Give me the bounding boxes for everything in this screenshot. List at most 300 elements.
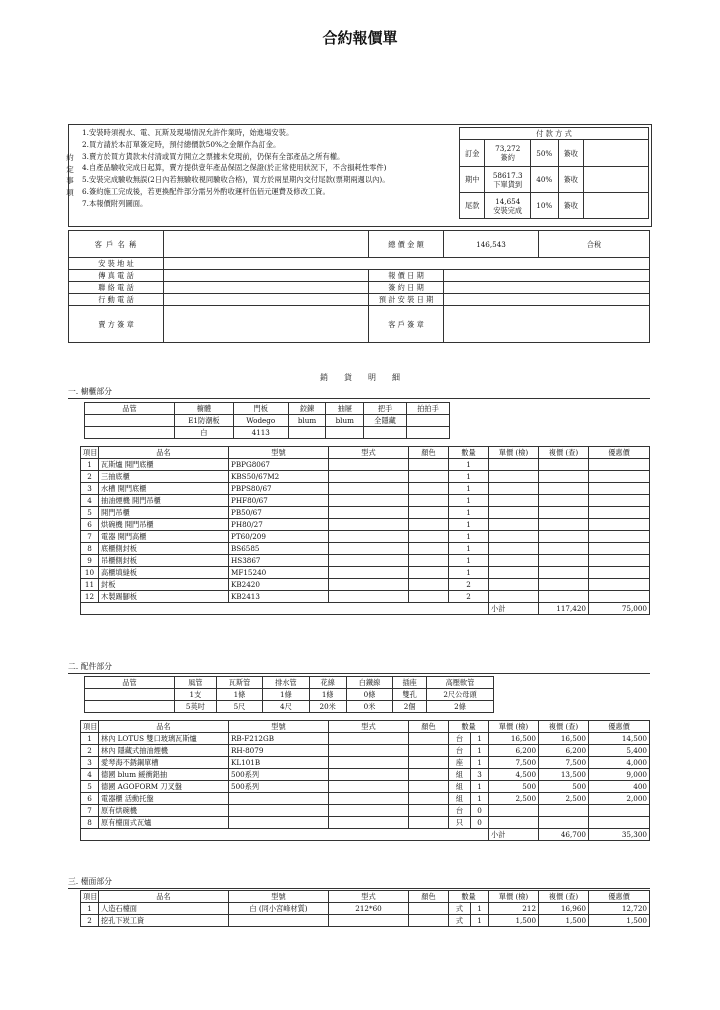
section-2-items-table — [80, 720, 650, 841]
table-cell — [489, 459, 539, 471]
spec-cell: 2尺公母頭 — [427, 689, 494, 701]
table-cell: 2 — [81, 915, 99, 927]
terms-side-label — [64, 152, 76, 198]
table-cell — [539, 471, 589, 483]
table-cell — [409, 745, 449, 757]
payment-sign-blank — [584, 193, 649, 219]
table-cell: 12 — [81, 591, 99, 603]
payment-header: 付 款 方 式 — [460, 128, 649, 140]
terms-label-char: 約 — [66, 153, 74, 162]
term-item: 3.賣方於買方貨款未付清或買方開立之票據未兌現前，仍保有全部產品之所有權。 — [82, 151, 345, 161]
table-cell: 林內 LOTUS 雙口玻璃瓦斯爐 — [99, 733, 229, 745]
customer-name-value — [164, 231, 369, 258]
install-date-value — [444, 294, 650, 306]
table-cell — [539, 495, 589, 507]
table-cell: 1 — [449, 555, 489, 567]
table-cell — [539, 817, 589, 829]
spec-cell: 0條 — [346, 689, 392, 701]
table-cell — [409, 817, 449, 829]
spec-cell: 4尺 — [263, 701, 309, 713]
table-cell — [229, 805, 329, 817]
section-3-items-table — [80, 890, 650, 927]
table-cell — [489, 579, 539, 591]
subtotal-label: 小計 — [489, 829, 539, 841]
table-cell: 1 — [471, 903, 489, 915]
table-cell — [329, 757, 409, 769]
table-cell — [329, 555, 409, 567]
payment-sign-blank — [584, 140, 649, 167]
table-cell: 林內 隱藏式抽油煙機 — [99, 745, 229, 757]
table-cell — [589, 543, 650, 555]
table-cell — [489, 471, 539, 483]
subtotal-blank — [81, 829, 489, 841]
install-date-label: 預 計 安 裝 日 期 — [369, 294, 444, 306]
table-row — [81, 733, 650, 745]
table-cell — [589, 805, 650, 817]
col-header: 單價 (檢) — [489, 447, 539, 459]
table-cell — [539, 519, 589, 531]
table-cell: 1 — [471, 915, 489, 927]
section-divider — [68, 398, 650, 399]
term-item: 7.本報價附列圖面。 — [82, 198, 148, 208]
spec-cell: 5英吋 — [175, 701, 217, 713]
table-cell — [589, 591, 650, 603]
col-header: 項目 — [81, 721, 99, 733]
total-label: 總 價 金 額 — [369, 231, 444, 258]
table-cell: 吊櫃側封板 — [99, 555, 229, 567]
table-cell: 4,000 — [589, 757, 650, 769]
spec-cell — [85, 415, 175, 427]
table-cell: 座 — [449, 757, 471, 769]
table-cell — [409, 471, 449, 483]
table-cell — [489, 805, 539, 817]
table-cell — [409, 903, 449, 915]
payment-amount-value: 58617.3 — [492, 170, 523, 180]
table-cell — [329, 805, 409, 817]
table-cell: 5 — [81, 507, 99, 519]
payment-pct: 50% — [531, 140, 559, 167]
spec-head: 白鐵線 — [346, 677, 392, 689]
table-cell — [589, 459, 650, 471]
col-header: 顏色 — [409, 447, 449, 459]
table-cell: 台 — [449, 745, 471, 757]
table-cell: 212 — [489, 903, 539, 915]
payment-note: 安裝完成 — [493, 205, 523, 215]
table-row — [81, 781, 650, 793]
subtotal-blank — [81, 603, 489, 615]
col-header: 優惠價 — [589, 447, 650, 459]
payment-pct: 40% — [531, 167, 559, 193]
table-cell: 1 — [81, 459, 99, 471]
table-cell — [329, 495, 409, 507]
table-cell: RH-8079 — [229, 745, 329, 757]
table-cell — [329, 471, 409, 483]
table-cell: HS3867 — [229, 555, 329, 567]
table-cell — [409, 543, 449, 555]
col-header: 顏色 — [409, 721, 449, 733]
seller-sign-label: 賣 方 簽 章 — [69, 306, 164, 343]
contact-value — [164, 282, 369, 294]
payment-sign: 簽收 — [558, 193, 583, 219]
payment-sign-blank — [584, 167, 649, 193]
table-cell: 7 — [81, 531, 99, 543]
spec-head: 花線 — [309, 677, 346, 689]
table-cell: 組 — [449, 781, 471, 793]
table-cell: 3 — [471, 769, 489, 781]
subtotal-discount: 35,300 — [589, 829, 650, 841]
table-cell — [409, 507, 449, 519]
total-value: 146,543 — [444, 231, 539, 258]
table-cell: 電器 開門高櫃 — [99, 531, 229, 543]
customer-name-label: 客 戶 名 稱 — [69, 231, 164, 258]
payment-note: 下單貨到 — [493, 179, 523, 189]
table-cell: 人造石檯面 — [99, 903, 229, 915]
table-cell: 1,500 — [539, 915, 589, 927]
table-cell: 1 — [471, 757, 489, 769]
table-cell: 1 — [449, 531, 489, 543]
spec-cell — [85, 427, 175, 439]
table-cell — [329, 483, 409, 495]
table-cell: 7 — [81, 805, 99, 817]
table-cell: 4 — [81, 495, 99, 507]
table-cell — [409, 579, 449, 591]
table-cell: 1 — [449, 519, 489, 531]
table-cell: 2 — [81, 471, 99, 483]
table-cell: PT60/209 — [229, 531, 329, 543]
spec-head: 品管 — [85, 677, 175, 689]
table-cell: 4 — [81, 769, 99, 781]
table-cell: 1 — [471, 793, 489, 805]
client-sign-label: 客 戶 簽 章 — [369, 306, 444, 343]
table-cell: 8 — [81, 543, 99, 555]
table-row — [81, 471, 650, 483]
col-header: 項目 — [81, 891, 99, 903]
section-3-title: 三. 檯面部分 — [68, 877, 112, 886]
mobile-label: 行 動 電 話 — [69, 294, 164, 306]
table-cell: 500 — [489, 781, 539, 793]
table-cell: 底櫃側封板 — [99, 543, 229, 555]
table-cell — [539, 591, 589, 603]
section-2-title: 二. 配件部分 — [68, 662, 112, 671]
table-cell: 組 — [449, 769, 471, 781]
detail-title: 銷 貨 明 細 — [320, 373, 400, 382]
table-cell: 德國 blum 緩衝鋁抽 — [99, 769, 229, 781]
spec-cell: 全隱藏 — [364, 415, 407, 427]
table-cell: 瓦斯爐 開門底櫃 — [99, 459, 229, 471]
section-1-items-table — [80, 446, 650, 615]
table-cell: 木製踢腳板 — [99, 591, 229, 603]
table-cell: 2 — [449, 579, 489, 591]
table-cell: 9,000 — [589, 769, 650, 781]
spec-cell: 白 — [175, 427, 234, 439]
address-label: 安 裝 地 址 — [69, 258, 164, 270]
table-cell: PH80/27 — [229, 519, 329, 531]
table-cell — [409, 915, 449, 927]
fax-value — [164, 270, 369, 282]
table-row — [81, 459, 650, 471]
spec-cell — [85, 689, 175, 701]
table-cell: 烘碗機 開門吊櫃 — [99, 519, 229, 531]
table-row — [81, 567, 650, 579]
table-cell — [409, 495, 449, 507]
table-cell — [539, 543, 589, 555]
table-cell: 抽油煙機 開門吊櫃 — [99, 495, 229, 507]
col-header: 型號 — [229, 721, 329, 733]
table-cell — [489, 567, 539, 579]
table-cell — [329, 519, 409, 531]
table-cell: 1 — [81, 733, 99, 745]
table-cell: 0 — [471, 805, 489, 817]
spec-cell: 雙孔 — [393, 689, 427, 701]
table-cell: PB50/67 — [229, 507, 329, 519]
table-cell: 1 — [449, 567, 489, 579]
spec-cell — [364, 427, 407, 439]
subtotal-value: 117,420 — [539, 603, 589, 615]
spec-cell — [85, 701, 175, 713]
mobile-value — [164, 294, 369, 306]
table-cell — [489, 555, 539, 567]
table-cell — [329, 793, 409, 805]
section-divider — [68, 673, 650, 674]
table-row — [81, 507, 650, 519]
table-cell: 2,500 — [489, 793, 539, 805]
spec-cell: 1條 — [263, 689, 309, 701]
col-header: 單價 (檢) — [489, 721, 539, 733]
col-header: 單價 (檢) — [489, 891, 539, 903]
table-cell: KL101B — [229, 757, 329, 769]
table-row — [81, 769, 650, 781]
table-row — [81, 903, 650, 915]
table-cell — [329, 567, 409, 579]
table-cell — [489, 519, 539, 531]
table-cell: 1 — [449, 495, 489, 507]
table-cell: 封板 — [99, 579, 229, 591]
table-cell: 2,500 — [539, 793, 589, 805]
table-cell — [229, 793, 329, 805]
table-cell — [329, 459, 409, 471]
col-header: 型式 — [329, 447, 409, 459]
spec-cell: 5尺 — [216, 701, 262, 713]
table-cell — [589, 555, 650, 567]
col-header: 型式 — [329, 721, 409, 733]
term-item: 5.安裝完成驗收無誤(2日內若無驗收視同驗收合格)，買方於兩星期內交付尾款(票期兩週以內)。 — [82, 175, 390, 185]
table-cell — [489, 483, 539, 495]
table-cell: 0 — [471, 817, 489, 829]
table-cell — [489, 507, 539, 519]
table-cell: BS6585 — [229, 543, 329, 555]
table-cell: 1 — [449, 507, 489, 519]
table-cell: 台 — [449, 805, 471, 817]
table-cell — [409, 483, 449, 495]
table-cell: KBS50/67M2 — [229, 471, 329, 483]
table-cell: 6 — [81, 519, 99, 531]
table-cell: 原有檯面式瓦爐 — [99, 817, 229, 829]
col-header: 型號 — [229, 891, 329, 903]
payment-label: 訂金 — [460, 140, 485, 167]
term-item: 2.買方請於本訂單簽定時，預付總價款50%之金額作為訂金。 — [82, 139, 281, 149]
payment-label: 期中 — [460, 167, 485, 193]
spec-cell: Wodego — [233, 415, 288, 427]
table-cell: 13,500 — [539, 769, 589, 781]
contact-label: 聯 絡 電 話 — [69, 282, 164, 294]
section-2-spec-table — [84, 676, 494, 713]
table-cell: 高櫃填縫板 — [99, 567, 229, 579]
payment-sign: 簽收 — [558, 140, 583, 167]
table-cell: 2 — [81, 745, 99, 757]
spec-head: 門板 — [233, 403, 288, 415]
table-cell: 16,960 — [539, 903, 589, 915]
table-cell — [409, 459, 449, 471]
table-cell — [539, 579, 589, 591]
terms-list — [82, 127, 452, 210]
subtotal-label: 小計 — [489, 603, 539, 615]
table-cell: 7,500 — [489, 757, 539, 769]
table-cell — [329, 769, 409, 781]
table-cell: 5 — [81, 781, 99, 793]
table-cell — [539, 567, 589, 579]
table-cell — [329, 507, 409, 519]
table-cell: 1 — [471, 745, 489, 757]
table-cell: 500系列 — [229, 769, 329, 781]
section-1-title: 一. 櫥櫃部分 — [68, 387, 112, 396]
table-cell — [539, 507, 589, 519]
table-cell — [329, 733, 409, 745]
table-cell — [329, 543, 409, 555]
table-cell — [409, 769, 449, 781]
table-cell: 14,500 — [589, 733, 650, 745]
table-cell — [539, 555, 589, 567]
col-header: 優惠價 — [589, 721, 650, 733]
spec-cell: 0米 — [346, 701, 392, 713]
table-cell — [409, 733, 449, 745]
table-cell: 1 — [449, 543, 489, 555]
table-cell: 10 — [81, 567, 99, 579]
table-cell — [409, 793, 449, 805]
table-row — [81, 817, 650, 829]
spec-head: 瓦斯管 — [216, 677, 262, 689]
table-cell: 6,200 — [539, 745, 589, 757]
spec-head: 鉸鍊 — [288, 403, 326, 415]
table-row — [81, 519, 650, 531]
table-cell — [489, 495, 539, 507]
table-cell: 16,500 — [489, 733, 539, 745]
table-cell — [539, 459, 589, 471]
table-cell — [489, 543, 539, 555]
table-row — [81, 805, 650, 817]
table-cell: 9 — [81, 555, 99, 567]
table-cell — [589, 507, 650, 519]
spec-head: 高壓軟管 — [427, 677, 494, 689]
payment-pct: 10% — [531, 193, 559, 219]
table-cell: KB2413 — [229, 591, 329, 603]
col-header: 項目 — [81, 447, 99, 459]
table-cell: 6,200 — [489, 745, 539, 757]
table-cell: 1,500 — [589, 915, 650, 927]
table-cell — [329, 579, 409, 591]
table-cell: 1,500 — [489, 915, 539, 927]
payment-sign: 簽收 — [558, 167, 583, 193]
table-cell: PBPG8067 — [229, 459, 329, 471]
table-cell — [409, 757, 449, 769]
table-cell — [539, 531, 589, 543]
spec-head: 品管 — [85, 403, 175, 415]
table-cell: 2,000 — [589, 793, 650, 805]
table-cell: 挖孔下崁工資 — [99, 915, 229, 927]
col-header: 複價 (查) — [539, 447, 589, 459]
table-cell: 1 — [449, 483, 489, 495]
fax-label: 傳 真 電 話 — [69, 270, 164, 282]
table-cell: 3 — [81, 483, 99, 495]
terms-label-char: 項 — [66, 187, 74, 197]
table-cell: 白 (同小宮峰材質) — [229, 903, 329, 915]
table-cell — [589, 519, 650, 531]
table-row — [81, 915, 650, 927]
col-header: 顏色 — [409, 891, 449, 903]
spec-head: 插座 — [393, 677, 427, 689]
table-row — [81, 531, 650, 543]
spec-cell: 1條 — [309, 689, 346, 701]
spec-cell: E1防潮板 — [175, 415, 234, 427]
table-cell: 7,500 — [539, 757, 589, 769]
seller-sign-value — [164, 306, 369, 343]
table-row — [81, 579, 650, 591]
payment-note: 簽約 — [500, 153, 515, 162]
col-header: 數量 — [449, 891, 489, 903]
table-cell: 台 — [449, 733, 471, 745]
table-cell — [409, 781, 449, 793]
table-cell: 1 — [81, 903, 99, 915]
term-item: 1.安裝時須視水、電、瓦斯及現場情況允許作業時，始進場安裝。 — [82, 128, 294, 137]
spec-cell — [407, 415, 450, 427]
table-cell — [589, 471, 650, 483]
table-cell — [229, 817, 329, 829]
table-cell — [329, 817, 409, 829]
table-cell: 水槽 開門底櫃 — [99, 483, 229, 495]
table-cell — [329, 591, 409, 603]
table-cell: PHF80/67 — [229, 495, 329, 507]
spec-cell — [288, 427, 326, 439]
table-cell: 11 — [81, 579, 99, 591]
table-row — [81, 591, 650, 603]
table-cell — [409, 567, 449, 579]
table-cell: 8 — [81, 817, 99, 829]
term-item: 6.簽約施工完成後，若更換配件部分需另外酌收運杆伍佰元運費及修改工資。 — [82, 186, 330, 196]
col-header: 數量 — [449, 447, 489, 459]
table-cell: 愛琴海不銹鋼單槽 — [99, 757, 229, 769]
table-cell: 4,500 — [489, 769, 539, 781]
table-cell: 1 — [449, 471, 489, 483]
payment-table — [459, 127, 649, 219]
terms-label-char: 事 — [66, 176, 74, 185]
spec-cell: 1支 — [175, 689, 217, 701]
table-cell: 500 — [539, 781, 589, 793]
payment-amount — [485, 140, 531, 167]
info-table — [68, 230, 650, 343]
table-cell: 2 — [449, 591, 489, 603]
table-cell — [409, 519, 449, 531]
term-item: 4.自產品驗收完成日起算，賣方提供壹年產品保固之保證(於正常使用狀況下，不含損耗性零件) — [82, 163, 387, 173]
spec-head: 櫥體 — [175, 403, 234, 415]
table-cell: 3 — [81, 757, 99, 769]
spec-cell: 1條 — [216, 689, 262, 701]
table-cell — [589, 483, 650, 495]
table-cell — [329, 781, 409, 793]
subtotal-value: 46,700 — [539, 829, 589, 841]
address-value — [164, 258, 650, 270]
table-cell: 500系列 — [229, 781, 329, 793]
payment-amount-value: 14,654 — [495, 196, 521, 206]
col-header: 優惠價 — [589, 891, 650, 903]
